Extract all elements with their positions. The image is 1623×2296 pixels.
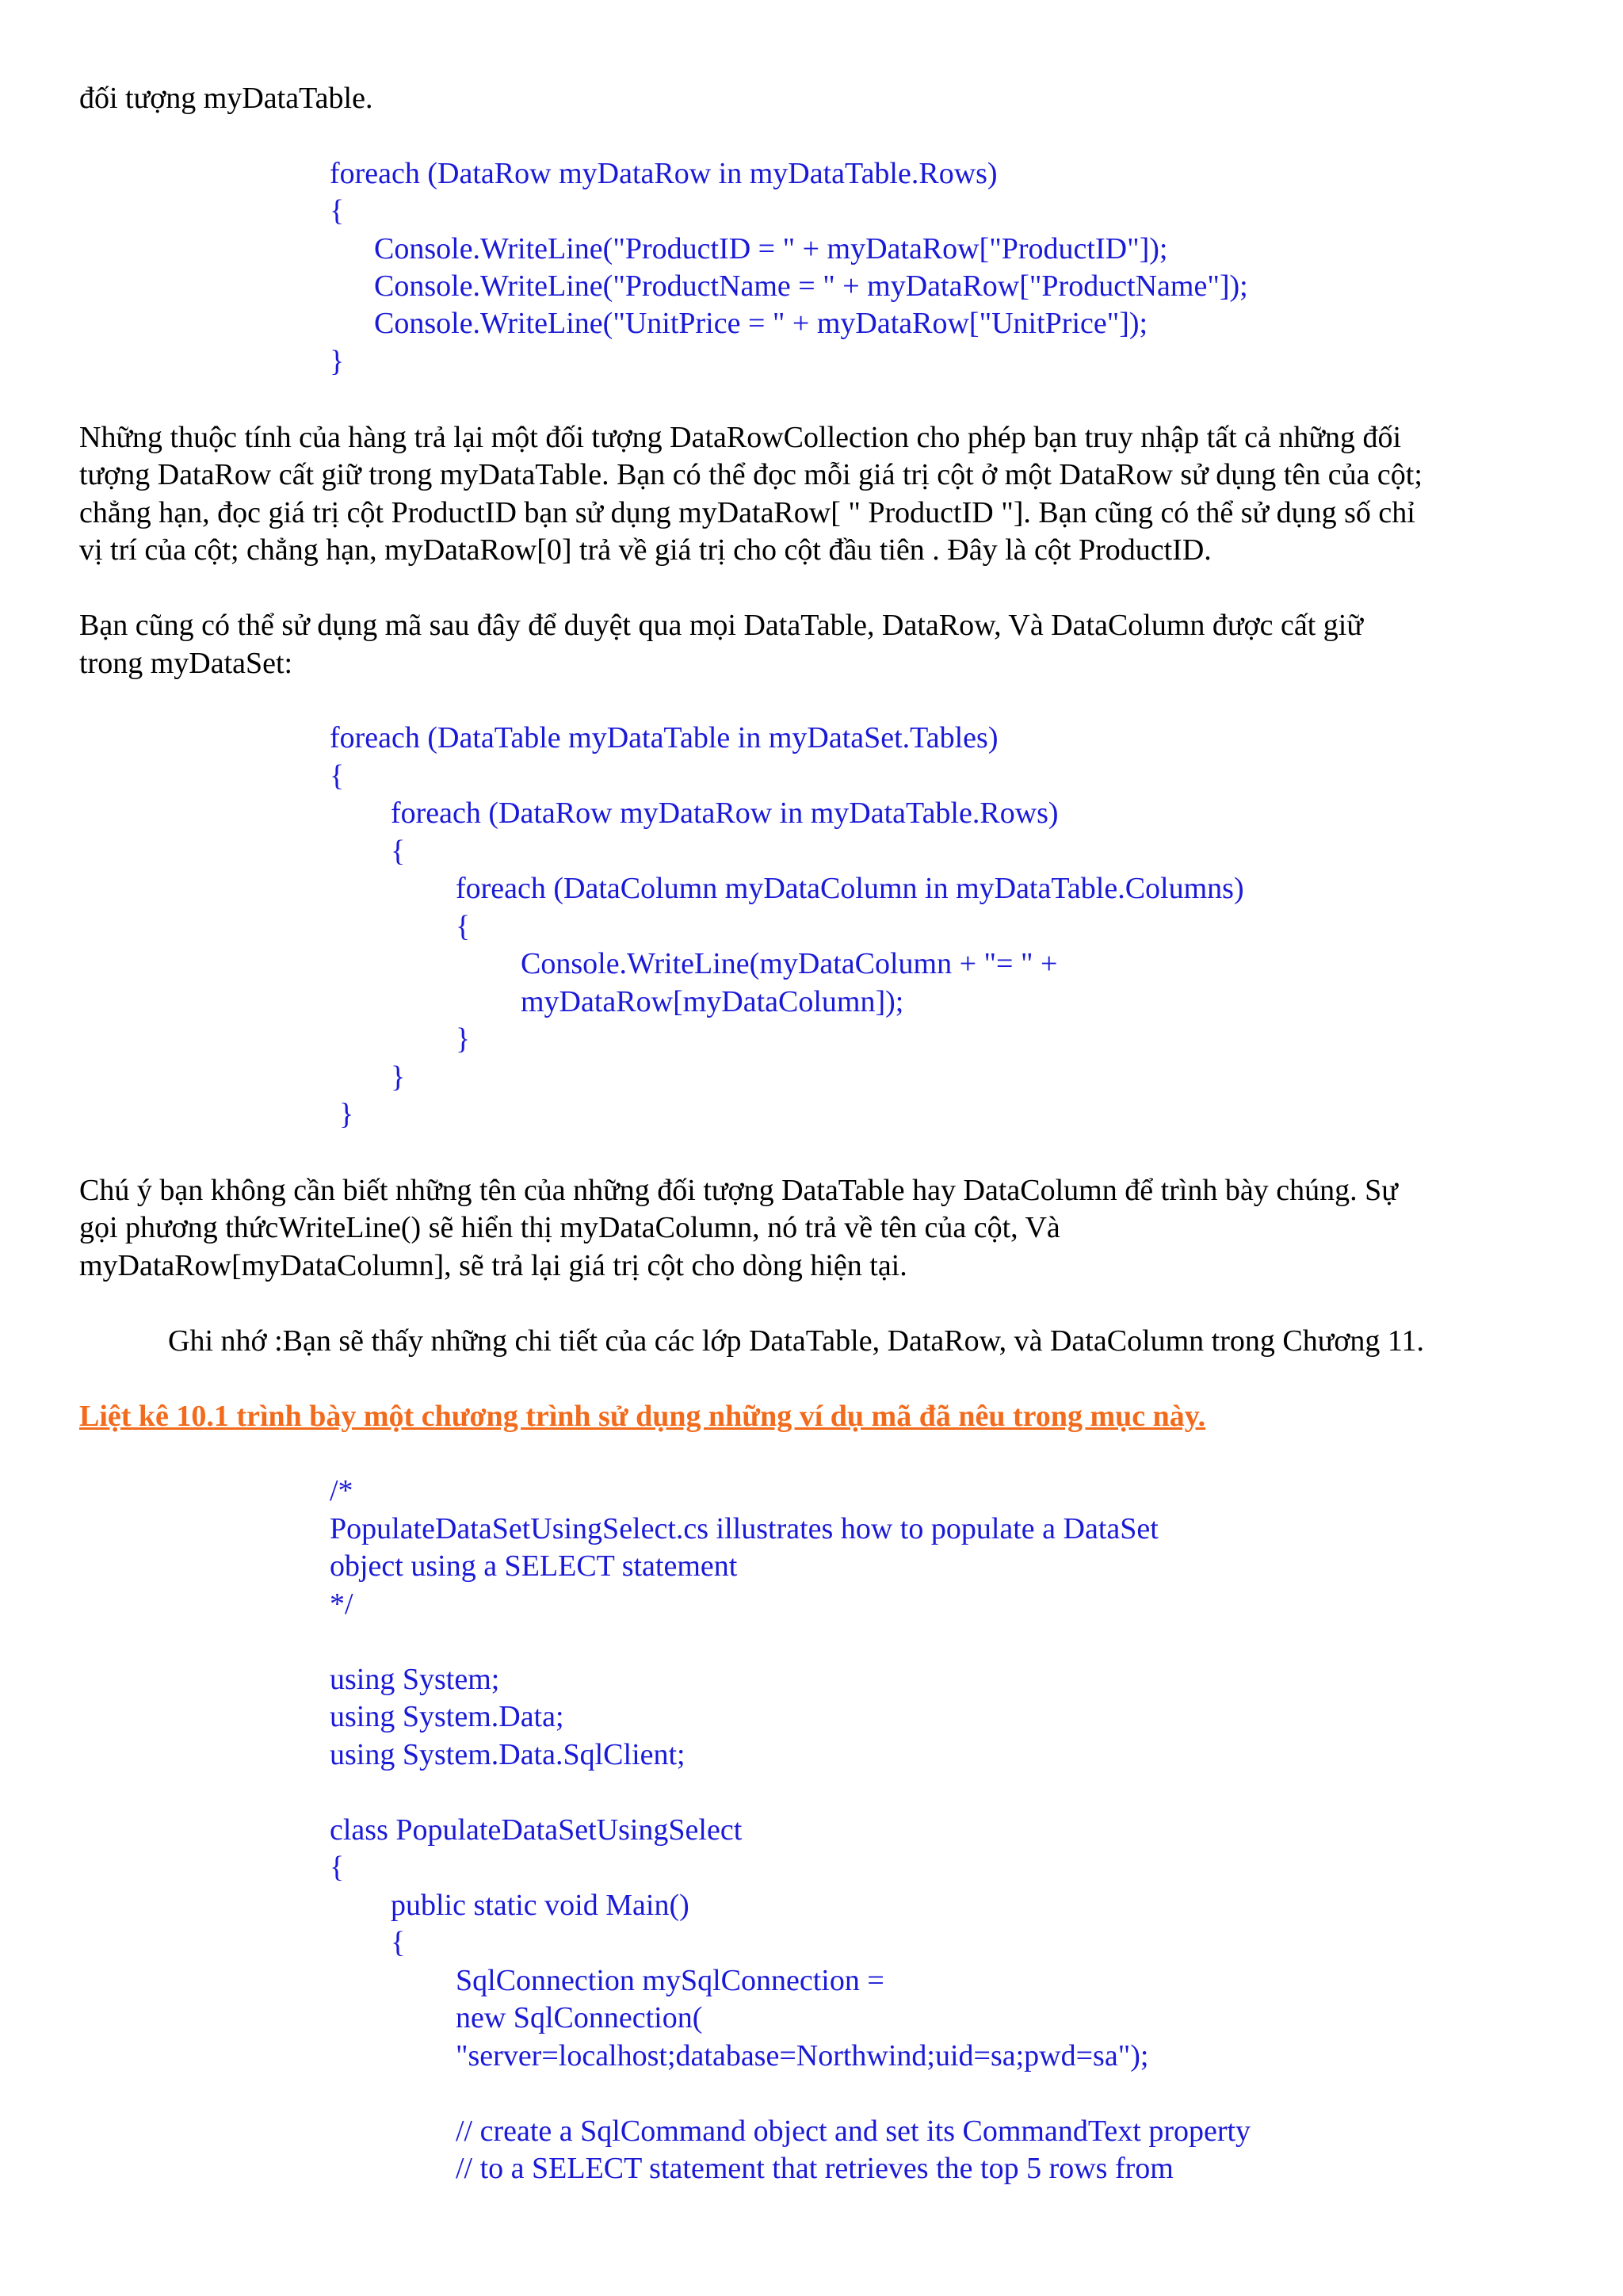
paragraph-line: vị trí của cột; chẳng hạn, myDataRow[0] trả về giá trị cho cột đầu tiên . Đây là cột ProductID. [79,533,1212,567]
code-line: Console.WriteLine("ProductID = " + myDataRow["ProductID"]); [374,232,1168,266]
code-line: */ [330,1587,353,1621]
code-line: /* [330,1474,353,1507]
code-line: myDataRow[myDataColumn]); [521,985,904,1018]
code-line: { [330,1851,345,1884]
intro-text: đối tượng myDataTable. [79,82,373,115]
note-text: Ghi nhớ :Bạn sẽ thấy những chi tiết của các lớp DataTable, DataRow, và DataColumn trong Chương 11. [168,1324,1425,1358]
code-line: foreach (DataRow myDataRow in myDataTable.Rows) [391,797,1059,830]
code-line: } [339,1098,354,1131]
paragraph-line: chẳng hạn, đọc giá trị cột ProductID bạn sử dụng myDataRow[ " ProductID "]. Bạn cũng có thể sử dụng số chỉ [79,496,1415,529]
code-line: new SqlConnection( [456,2001,703,2034]
code-line: using System.Data; [330,1700,564,1733]
code-line: // to a SELECT statement that retrieves the top 5 rows from [456,2152,1174,2185]
paragraph-line: trong myDataSet: [79,647,293,680]
paragraph-line: Bạn cũng có thể sử dụng mã sau đây để duyệt qua mọi DataTable, DataRow, Và DataColumn được cất giữ [79,609,1363,642]
code-line: { [391,835,406,868]
code-line: class PopulateDataSetUsingSelect [330,1813,743,1847]
code-line: // create a SqlCommand object and set its CommandText property [456,2115,1251,2148]
code-line: Console.WriteLine(myDataColumn + "= " + [521,947,1058,980]
code-line: } [330,345,345,378]
code-line: { [391,1926,406,1959]
paragraph-line: Những thuộc tính của hàng trả lại một đối tượng DataRowCollection cho phép bạn truy nhập tất cả những đối [79,421,1402,454]
code-line: "server=localhost;database=Northwind;uid=sa;pwd=sa"); [456,2039,1149,2073]
listing-caption: Liệt kê 10.1 trình bày một chương trình sử dụng những ví dụ mã đã nêu trong mục này. [79,1400,1206,1433]
code-line: using System; [330,1663,500,1696]
code-line: { [456,910,471,943]
paragraph-line: Chú ý bạn không cần biết những tên của những đối tượng DataTable hay DataColumn để trình bày chúng. Sự [79,1174,1398,1207]
code-line: { [330,759,345,793]
code-line: PopulateDataSetUsingSelect.cs illustrates how to populate a DataSet [330,1512,1159,1545]
paragraph-line: myDataRow[myDataColumn], sẽ trả lại giá trị cột cho dòng hiện tại. [79,1249,907,1282]
paragraph-line: tượng DataRow cất giữ trong myDataTable. Bạn có thể đọc mỗi giá trị cột ở một DataRow sử dụng tên của cột; [79,458,1423,491]
paragraph-line: gọi phương thứcWriteLine() sẽ hiển thị myDataColumn, nó trả về tên của cột, Và [79,1211,1060,1244]
code-line: SqlConnection mySqlConnection = [456,1964,884,1997]
code-line: { [330,194,345,227]
code-line: } [456,1022,471,1056]
code-line: object using a SELECT statement [330,1549,738,1583]
code-line: Console.WriteLine("ProductName = " + myDataRow["ProductName"]); [374,269,1248,303]
code-line: using System.Data.SqlClient; [330,1738,685,1771]
code-line: foreach (DataTable myDataTable in myDataSet.Tables) [330,721,999,755]
code-line: Console.WriteLine("UnitPrice = " + myDataRow["UnitPrice"]); [374,307,1148,340]
code-line: foreach (DataRow myDataRow in myDataTable.Rows) [330,157,998,190]
code-line: public static void Main() [391,1889,689,1922]
code-line: } [391,1060,406,1094]
code-line: foreach (DataColumn myDataColumn in myDataTable.Columns) [456,872,1244,905]
